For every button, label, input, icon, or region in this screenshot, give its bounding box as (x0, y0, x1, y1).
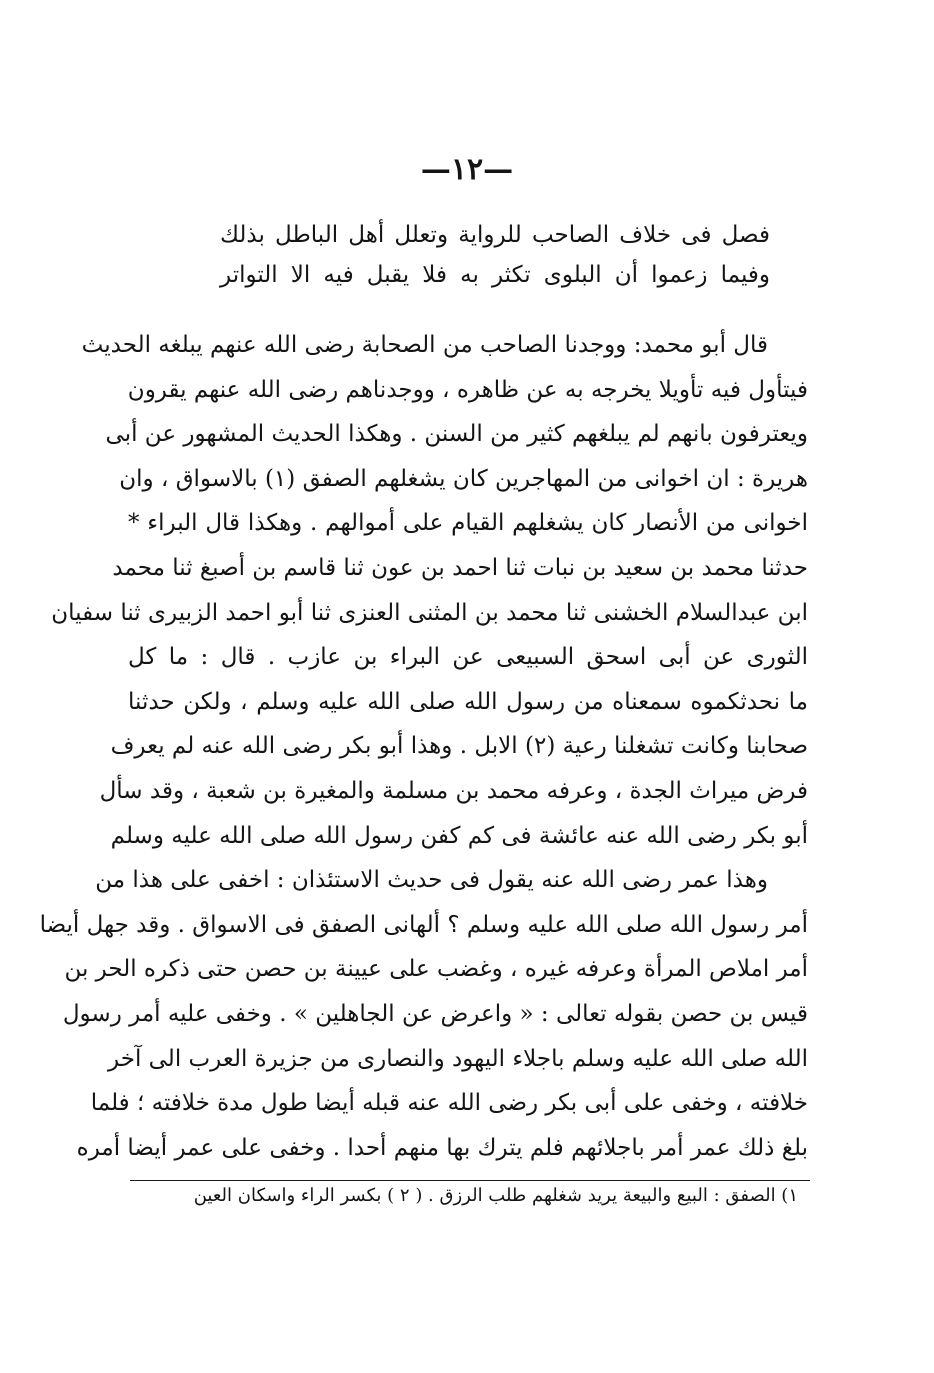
section-heading (220, 215, 770, 295)
body-line: حدثنا محمد بن سعيد بن نبات ثنا احمد بن عون ثنا قاسم بن أصبغ ثنا محمد (112, 554, 808, 581)
body-line: وهذا عمر رضى الله عنه يقول فى حديث الاستئذان : اخفى على هذا من (95, 867, 768, 894)
body-line: ابن عبدالسلام الخشنى ثنا محمد بن المثنى العنزى ثنا أبو احمد الزبيرى ثنا سفيان (51, 599, 808, 626)
footnote-separator (130, 1180, 810, 1181)
body-line: الثورى عن أبى اسحق السبيعى عن البراء بن عازب . قال : ما كل (128, 644, 808, 671)
body-line: هريرة : ان اخوانى من المهاجرين كان يشغلهم الصفق (١) بالاسواق ، وان (119, 465, 808, 492)
body-line: أمر رسول الله صلى الله عليه وسلم ؟ ألهانى الصفق فى الاسواق . وقد جهل أيضا (39, 911, 808, 938)
body-line: أمر املاص المرأة وعرفه غيره ، وغضب على عيينة بن حصن حتى ذكره الحر بن (64, 956, 808, 983)
body-line: أبو بكر رضى الله عنه عائشة فى كم كفن رسول الله صلى الله عليه وسلم (110, 822, 808, 849)
body-line: فيتأول فيه تأويلا يخرجه به عن ظاهره ، ووجدناهم رضى الله عنهم يقرون (127, 376, 808, 403)
page-number: —١٢— (420, 152, 514, 187)
heading-line-2: وفيما زعموا أن البلوى تكثر به فلا يقبل فيه الا التواتر (220, 262, 770, 288)
footnote: ١) الصفق : البيع والبيعة يريد شغلهم طلب الرزق . ( ٢ ) بكسر الراء واسكان العين (193, 1185, 798, 1206)
body-line: بلغ ذلك عمر أمر باجلائهم فلم يترك بها منهم أحدا . وخفى على عمر أيضا أمره (76, 1134, 808, 1161)
body-line: ويعترفون بانهم لم يبلغهم كثير من السنن . وهكذا الحديث المشهور عن أبى (105, 421, 808, 448)
body-line: خلافته ، وخفى على أبى بكر رضى الله عنه قبله أيضا طول مدة خلافته ؛ فلما (90, 1090, 808, 1117)
heading-line-1: فصل فى خلاف الصاحب للرواية وتعلل أهل الباطل بذلك (220, 222, 770, 248)
body-line: ما نحدثكموه سمعناه من رسول الله صلى الله عليه وسلم ، ولكن حدثنا (128, 688, 808, 715)
body-line: الله صلى الله عليه وسلم باجلاء اليهود والنصارى من جزيرة العرب الى آخر (108, 1045, 808, 1072)
body-line: قيس بن حصن بقوله تعالى : « واعرض عن الجاهلين » . وخفى عليه أمر رسول (62, 1000, 808, 1027)
body-line: قال أبو محمد: ووجدنا الصاحب من الصحابة رضى الله عنهم يبلغه الحديث (81, 332, 768, 358)
body-text (39, 323, 808, 1170)
body-line: صحابنا وكانت تشغلنا رعية (٢) الابل . وهذا أبو بكر رضى الله عنه لم يعرف (110, 733, 808, 760)
body-line: اخوانى من الأنصار كان يشغلهم القيام على أموالهم . وهكذا قال البراء * (128, 510, 808, 537)
body-line: فرض ميراث الجدة ، وعرفه محمد بن مسلمة والمغيرة بن شعبة ، وقد سأل (99, 777, 808, 804)
